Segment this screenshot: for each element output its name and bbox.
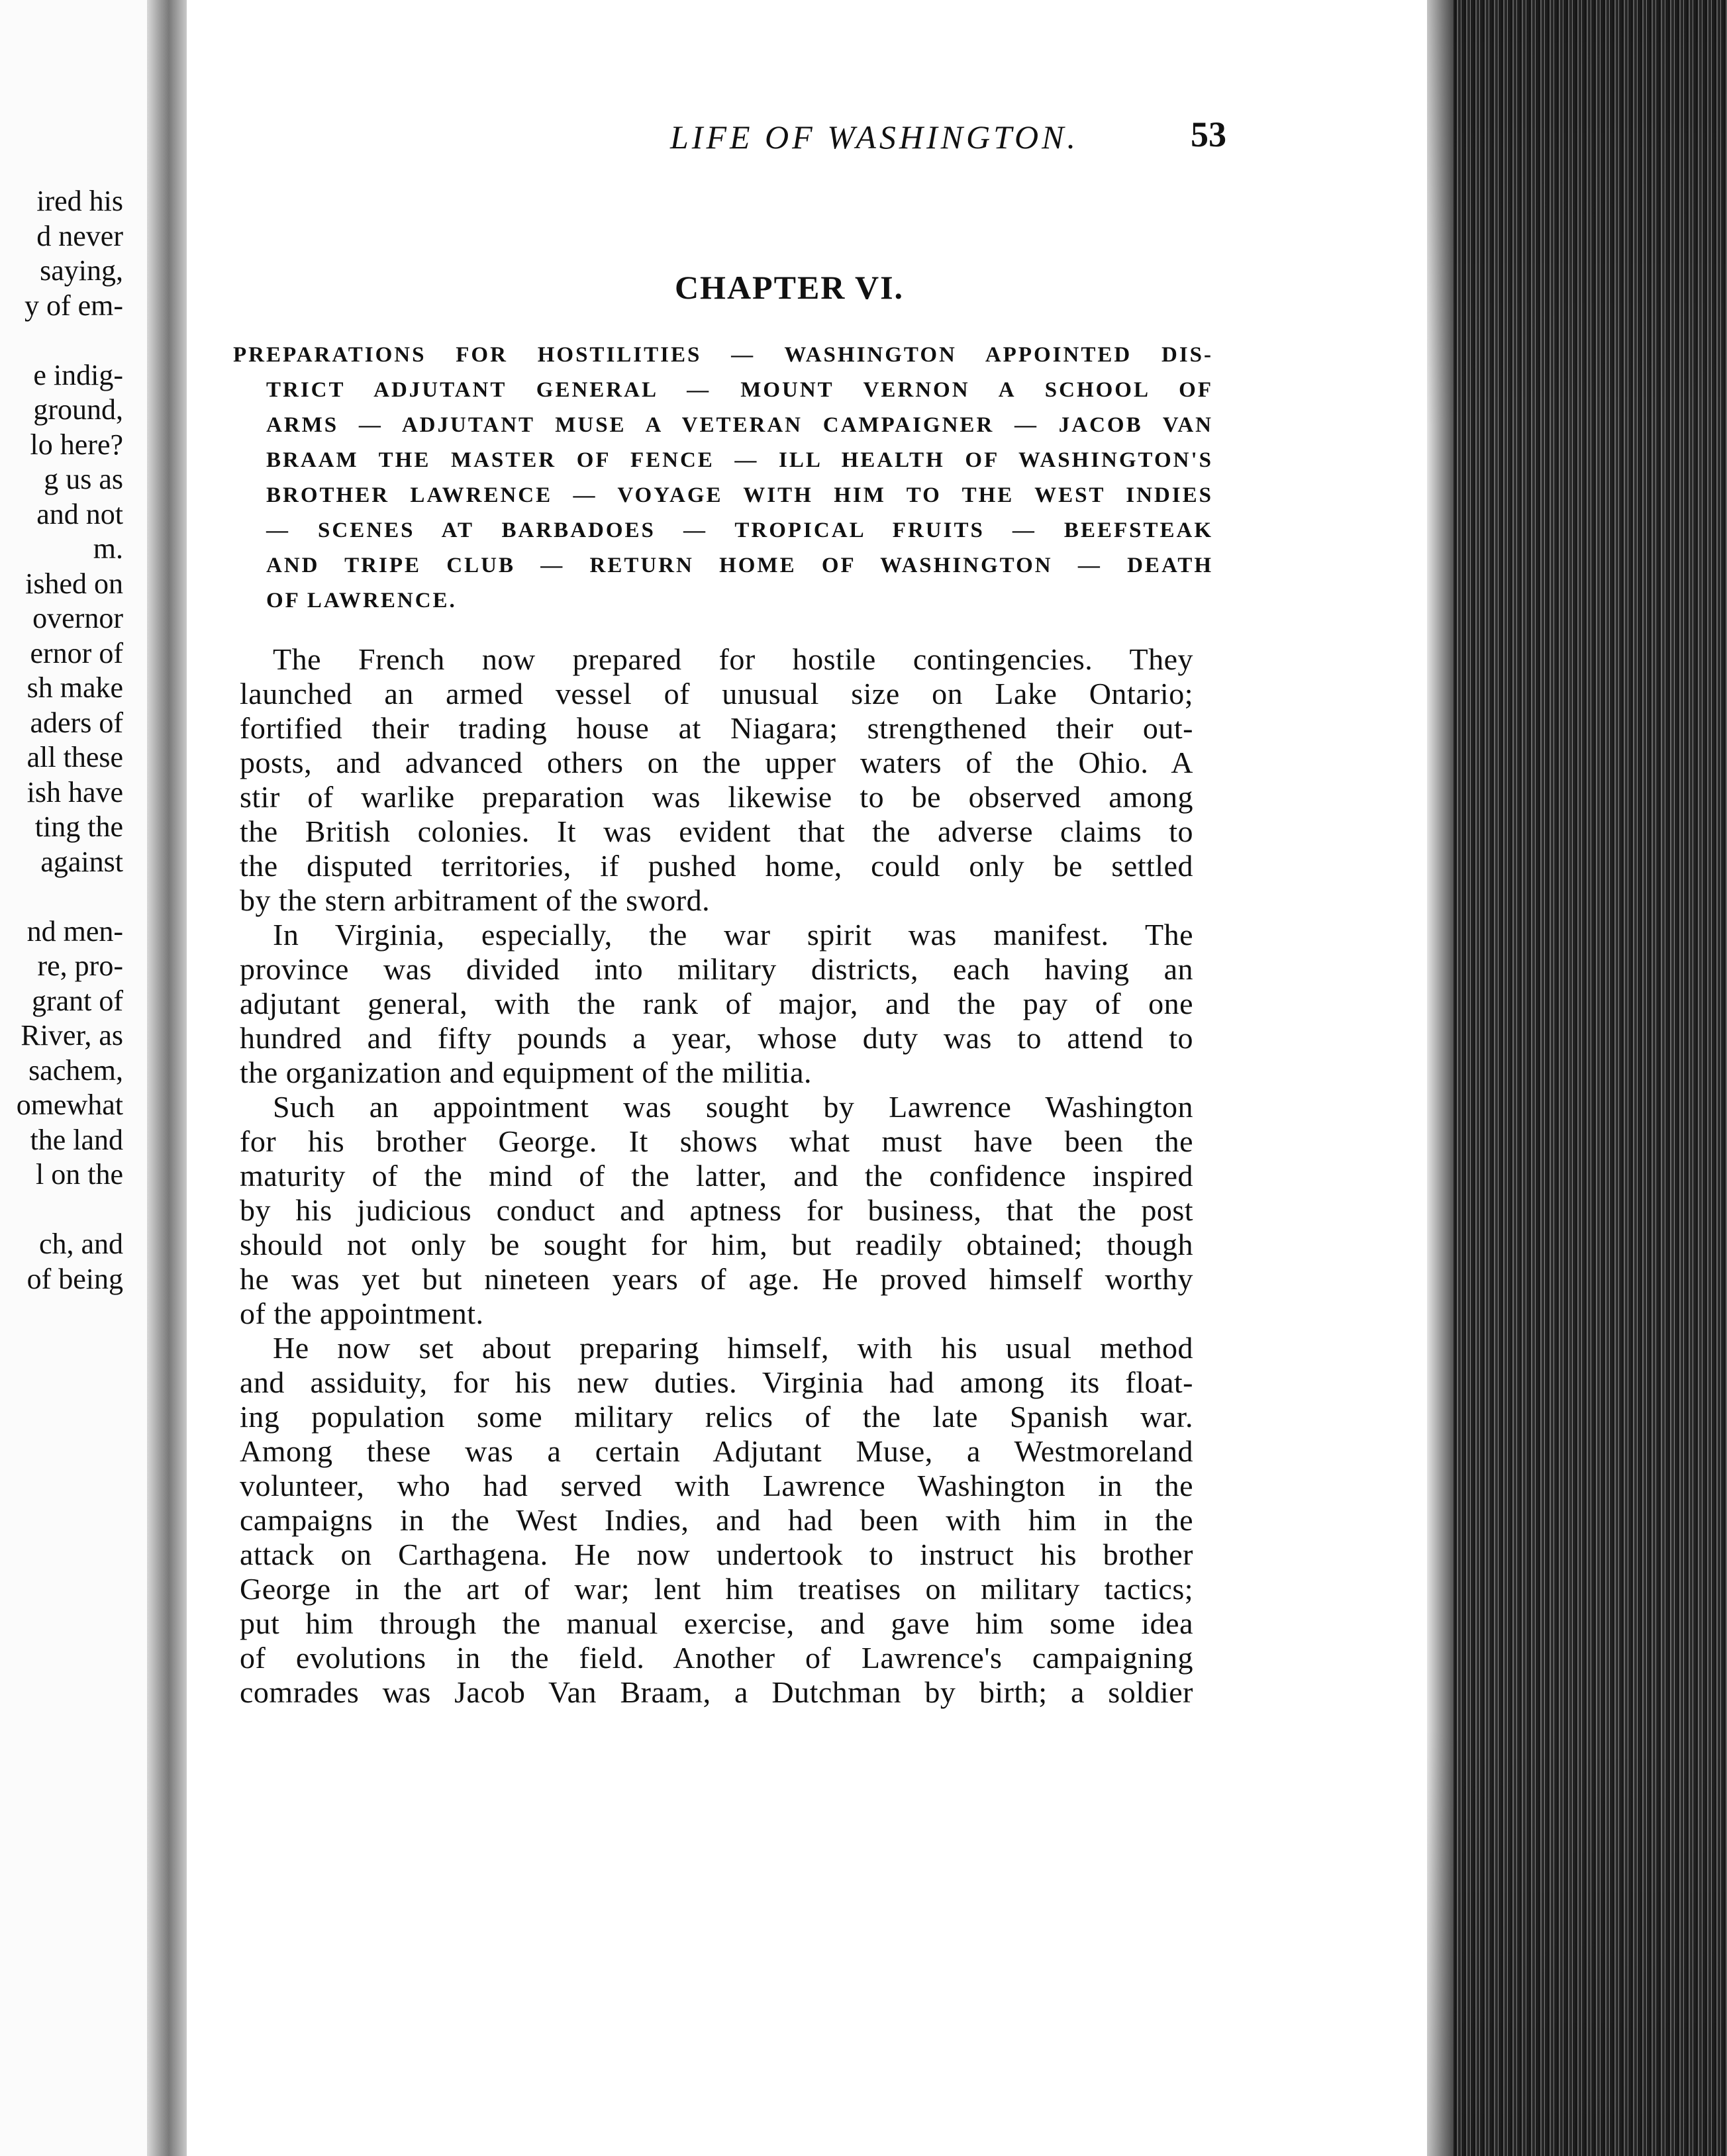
body-line: In Virginia, especially, the war spirit was manifest. The [273, 918, 1193, 952]
body-line: adjutant general, with the rank of major, and the pay of one [240, 987, 1193, 1020]
previous-page-line: ished on [25, 567, 123, 600]
body-line: posts, and advanced others on the upper waters of the Ohio. A [240, 746, 1193, 779]
previous-page-line [17, 879, 123, 914]
body-line: He now set about preparing himself, with his usual method [273, 1331, 1193, 1365]
body-line: province was divided into military districts, each having an [240, 952, 1193, 986]
page-number: 53 [1191, 115, 1226, 154]
previous-page-line: the land [30, 1123, 123, 1156]
body-line: stir of warlike preparation was likewise to be observed among [240, 780, 1193, 814]
synopsis-line: ARMS — ADJUTANT MUSE A VETERAN CAMPAIGNER — JACOB VAN [266, 413, 1213, 437]
previous-page-fragment [0, 0, 147, 2156]
body-line: Such an appointment was sought by Lawrence Washington [273, 1090, 1193, 1124]
running-head [485, 115, 1226, 164]
previous-page-line: ting the [34, 810, 123, 843]
book-page [187, 0, 1427, 2156]
previous-page-line: grant of [31, 984, 123, 1017]
previous-page-line: of being [26, 1262, 123, 1295]
previous-page-line: saying, [40, 254, 123, 287]
body-line: should not only be sought for him, but readily obtained; though [240, 1228, 1193, 1261]
body-line: Among these was a certain Adjutant Muse, a Westmoreland [240, 1434, 1193, 1468]
chapter-title: CHAPTER VI. [674, 269, 905, 306]
previous-page-line: ground, [33, 393, 123, 426]
previous-page-line: g us as [44, 463, 123, 495]
previous-page-line: ired his [36, 185, 123, 217]
previous-page-line: y of em- [24, 289, 123, 322]
chapter-body [240, 642, 1193, 1710]
body-line: of evolutions in the field. Another of Lawrence's campaigning [240, 1641, 1193, 1675]
previous-page-text [17, 184, 123, 1297]
body-line: fortified their trading house at Niagara; strengthened their out- [240, 711, 1193, 745]
previous-page-line: d never [36, 219, 123, 252]
body-line: ing population some military relics of the late Spanish war. [240, 1400, 1193, 1434]
synopsis-line: BRAAM THE MASTER OF FENCE — ILL HEALTH OF WASHINGTON'S [266, 448, 1213, 472]
body-line: comrades was Jacob Van Braam, a Dutchman by birth; a soldier [240, 1675, 1193, 1709]
previous-page-line: ch, and [38, 1228, 123, 1260]
previous-page-line: aders of [30, 706, 123, 739]
body-line: campaigns in the West Indies, and had been with him in the [240, 1503, 1193, 1537]
previous-page-line: ernor of [30, 636, 123, 669]
chapter-synopsis [233, 338, 1213, 618]
body-line: he was yet but nineteen years of age. He proved himself worthy [240, 1262, 1193, 1296]
running-title: LIFE OF WASHINGTON. [670, 119, 1079, 156]
body-line: The French now prepared for hostile contingencies. They [273, 642, 1193, 676]
body-line: the British colonies. It was evident that the adverse claims to [240, 814, 1193, 848]
previous-page-line: m. [93, 532, 123, 565]
body-line: for his brother George. It shows what must have been the [240, 1124, 1193, 1158]
synopsis-line: TRICT ADJUTANT GENERAL — MOUNT VERNON A SCHOOL OF [266, 378, 1213, 402]
synopsis-line: BROTHER LAWRENCE — VOYAGE WITH HIM TO THE WEST INDIES [266, 483, 1213, 507]
book-page-edges [1427, 0, 1727, 2156]
body-line: the organization and equipment of the militia. [240, 1055, 812, 1089]
body-line: launched an armed vessel of unusual size on Lake Ontario; [240, 677, 1193, 710]
previous-page-line [17, 1193, 123, 1228]
body-line: maturity of the mind of the latter, and the confidence inspired [240, 1159, 1193, 1193]
body-line: the disputed territories, if pushed home, could only be settled [240, 849, 1193, 883]
previous-page-line: omewhat [16, 1089, 123, 1121]
body-line: hundred and fifty pounds a year, whose duty was to attend to [240, 1021, 1193, 1055]
previous-page-line: and not [36, 497, 123, 530]
previous-page-line: re, pro- [37, 950, 123, 982]
body-line: attack on Carthagena. He now undertook to instruct his brother [240, 1538, 1193, 1571]
previous-page-line: e indig- [33, 358, 123, 391]
body-line: of the appointment. [240, 1297, 484, 1330]
previous-page-line: nd men- [26, 914, 123, 948]
synopsis-line: OF LAWRENCE. [266, 589, 457, 612]
body-line: by the stern arbitrament of the sword. [240, 883, 711, 917]
synopsis-line: AND TRIPE CLUB — RETURN HOME OF WASHINGTON — DEATH [266, 554, 1213, 577]
body-line: and assiduity, for his new duties. Virginia had among its float- [240, 1365, 1193, 1399]
previous-page-line: sachem, [28, 1054, 123, 1087]
previous-page-line: lo here? [30, 428, 123, 461]
previous-page-line: all these [26, 741, 123, 773]
synopsis-line: PREPARATIONS FOR HOSTILITIES — WASHINGTON APPOINTED DIS- [233, 343, 1213, 367]
previous-page-line: ish have [26, 775, 123, 808]
body-line: put him through the manual exercise, and gave him some idea [240, 1606, 1193, 1640]
synopsis-line: — SCENES AT BARBADOES — TROPICAL FRUITS — BEEFSTEAK [266, 518, 1213, 542]
previous-page-line: l on the [36, 1158, 123, 1191]
book-gutter [147, 0, 187, 2156]
body-line: by his judicious conduct and aptness for business, that the post [240, 1193, 1193, 1227]
previous-page-line [17, 323, 123, 358]
previous-page-line: sh make [26, 671, 123, 704]
previous-page-line: River, as [21, 1019, 123, 1052]
body-line: George in the art of war; lent him treatises on military tactics; [240, 1572, 1193, 1606]
previous-page-line: against [40, 845, 123, 878]
body-line: volunteer, who had served with Lawrence Washington in the [240, 1469, 1193, 1502]
previous-page-line: overnor [32, 602, 123, 634]
